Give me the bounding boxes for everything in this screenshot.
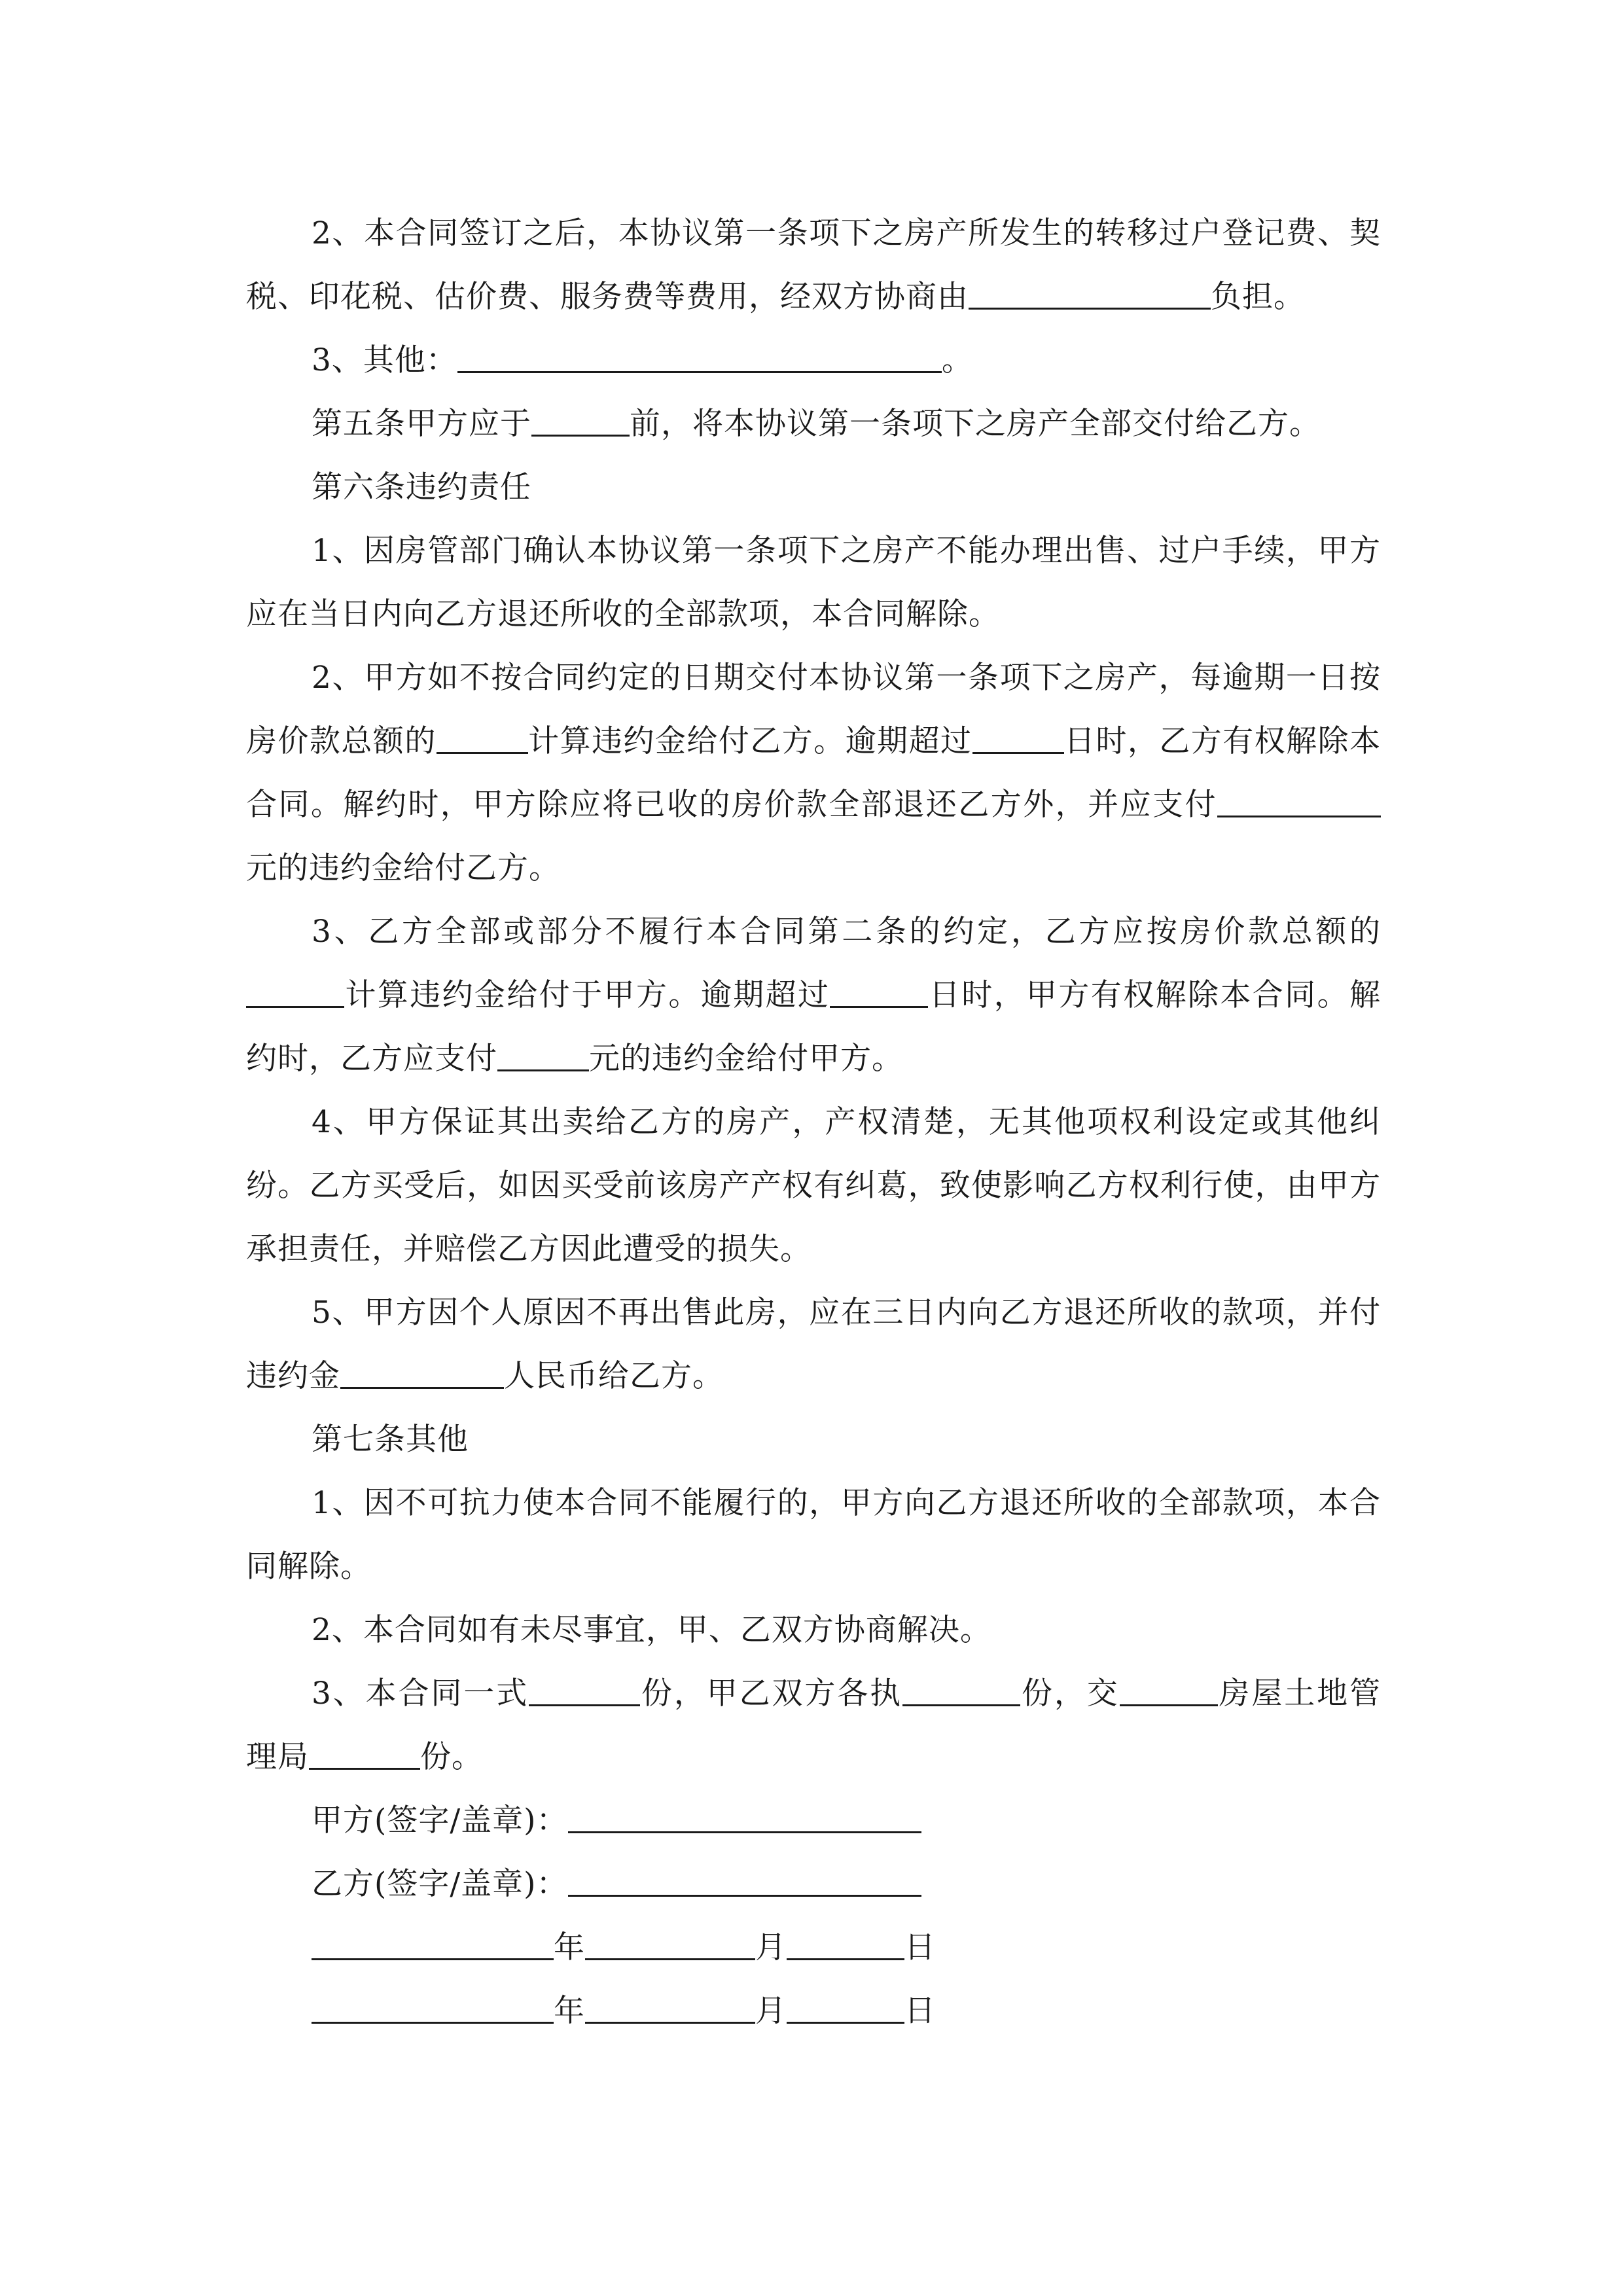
blank-field[interactable] xyxy=(309,1742,420,1770)
date-year-label: 年 xyxy=(554,1929,585,1965)
clause-text: 房屋土地管理局 xyxy=(246,1676,1382,1775)
clause-text: 份。 xyxy=(420,1739,483,1775)
date-day-field[interactable] xyxy=(787,1996,904,2024)
clause-text: 3、乙方全部或部分不履行本合同第二条的约定，乙方应按房价款总额的 xyxy=(312,914,1381,950)
signature-label: 甲方(签字/盖章)： xyxy=(312,1803,568,1839)
clause-other-1: 1、因不可抗力使本合同不能履行的，甲方向乙方退还所收的全部款项，本合同解除。 xyxy=(246,1485,1381,1585)
signature-party-b xyxy=(246,1852,1381,1916)
clause-text: 2、甲方如不按合同约定的日期交付本协议第一条项下之房产，每逾期一日按房价款总额的 xyxy=(246,660,1381,759)
clause-text: 5、甲方因个人原因不再出售此房，应在三日内向乙方退还所收的款项，并付违约金 xyxy=(246,1295,1381,1394)
clause-other-3 xyxy=(246,1662,1381,1789)
clause-text: 3、其他： xyxy=(312,342,457,378)
clause-text: 3、本合同一式 xyxy=(312,1676,529,1712)
blank-field[interactable] xyxy=(457,345,942,373)
blank-field[interactable] xyxy=(531,408,630,437)
clause-text: 2、本合同签订之后，本协议第一条项下之房产所发生的转移过户登记费、契税、印花税、估价费、服务费等费用，经双方协商由 xyxy=(246,215,1381,315)
clause-breach-5 xyxy=(246,1281,1381,1408)
date-month-field[interactable] xyxy=(585,1932,755,1960)
clause-other-2: 2、本合同如有未尽事宜，甲、乙双方协商解决。 xyxy=(312,1612,991,1648)
clause-fee-burden xyxy=(246,202,1381,329)
date-year-field[interactable] xyxy=(312,1996,554,2024)
clause-breach-1: 1、因房管部门确认本协议第一条项下之房产不能办理出售、过户手续，甲方应在当日内向乙方退还所收的全部款项，本合同解除。 xyxy=(246,533,1381,632)
date-day-field[interactable] xyxy=(787,1932,904,1960)
clause-text: 日时，甲方有权解除本合同。解约时，乙方应支付 xyxy=(246,977,1382,1077)
clause-text: 计算违约金给付于甲方。逾期超过 xyxy=(344,977,830,1013)
clause-text: 。 xyxy=(941,342,973,378)
date-month-field[interactable] xyxy=(585,1996,755,2024)
clause-text: 人民币给乙方。 xyxy=(504,1358,724,1394)
blank-field[interactable] xyxy=(902,1678,1020,1706)
blank-field[interactable] xyxy=(1217,789,1381,817)
date-day-label: 日 xyxy=(904,1929,936,1965)
date-line-b xyxy=(246,1979,1381,2043)
date-line-a xyxy=(246,1916,1381,1979)
clause-text: 计算违约金给付乙方。逾期超过 xyxy=(527,723,972,759)
blank-field[interactable] xyxy=(830,980,928,1008)
clause-breach-3 xyxy=(246,900,1381,1090)
date-year-label: 年 xyxy=(554,1993,585,2029)
blank-field[interactable] xyxy=(340,1361,504,1389)
date-month-label: 月 xyxy=(755,1929,787,1965)
clause-text: 份，甲乙双方各执 xyxy=(640,1676,903,1712)
date-year-field[interactable] xyxy=(312,1932,554,1960)
clause-text: 日时，乙方有权解除本合同。解约时，甲方除应将已收的房价款全部退还乙方外，并应支付 xyxy=(246,723,1382,823)
signature-label: 乙方(签字/盖章)： xyxy=(312,1866,568,1902)
blank-field[interactable] xyxy=(972,726,1064,754)
date-month-label: 月 xyxy=(755,1993,787,2029)
clause-other xyxy=(246,329,1381,392)
blank-field[interactable] xyxy=(246,980,344,1008)
article-seven-heading: 第七条其他 xyxy=(312,1422,469,1458)
clause-breach-2 xyxy=(246,646,1381,900)
signature-line[interactable] xyxy=(568,1805,921,1833)
article-five xyxy=(246,392,1381,456)
blank-field[interactable] xyxy=(529,1678,640,1706)
clause-text: 份，交 xyxy=(1020,1676,1120,1712)
blank-field[interactable] xyxy=(1120,1678,1218,1706)
signature-line[interactable] xyxy=(568,1869,921,1897)
clause-text: 负担。 xyxy=(1211,279,1305,315)
clause-text: 元的违约金给付乙方。 xyxy=(246,850,560,886)
clause-text: 第五条甲方应于 xyxy=(312,406,531,442)
blank-field[interactable] xyxy=(969,281,1211,310)
clause-breach-4: 4、甲方保证其出卖给乙方的房产，产权清楚，无其他项权利设定或其他纠纷。乙方买受后，如因买受前该房产产权有纠葛，致使影响乙方权利行使，由甲方承担责任，并赔偿乙方因此遭受的损失。 xyxy=(246,1104,1381,1267)
date-day-label: 日 xyxy=(904,1993,936,2029)
clause-text: 前，将本协议第一条项下之房产全部交付给乙方。 xyxy=(630,406,1321,442)
blank-field[interactable] xyxy=(437,726,528,754)
clause-text: 元的违约金给付甲方。 xyxy=(589,1041,903,1077)
signature-party-a xyxy=(246,1789,1381,1852)
article-six-heading: 第六条违约责任 xyxy=(312,469,531,505)
contract-body xyxy=(246,202,1381,2043)
blank-field[interactable] xyxy=(497,1043,589,1071)
